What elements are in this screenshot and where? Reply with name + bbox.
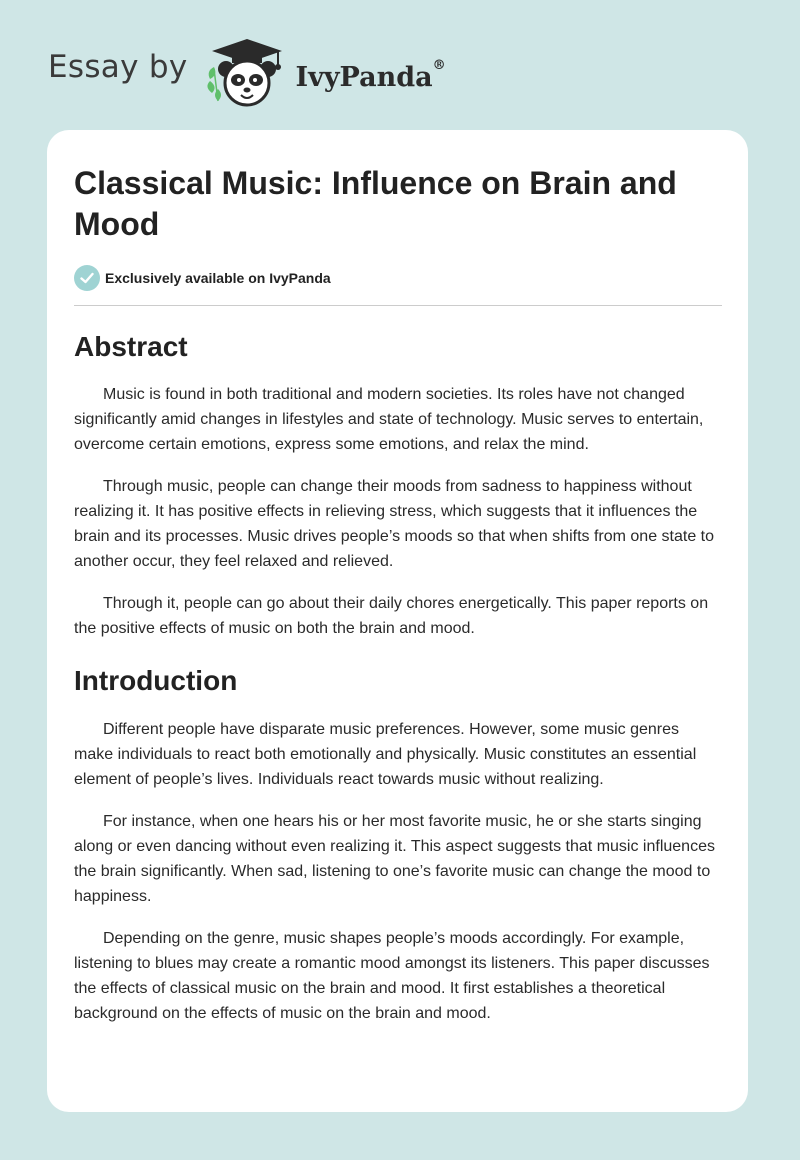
- paragraph: Different people have disparate music preferences. However, some music genres make individuals to react both emotionally and physically. Music constitutes an essential element of people’s lives. Individuals react towards music without realizing.: [74, 721, 697, 788]
- section-heading-introduction: Introduction: [74, 665, 238, 696]
- exclusive-badge: [74, 265, 722, 291]
- abstract-section: [74, 330, 722, 641]
- introduction-section: [74, 664, 722, 1026]
- paragraph: Music is found in both traditional and modern societies. Its roles have not changed significantly amid changes in lifestyles and state of technology. Music serves to entertain, overcome certain emotions, express some emotions, and relax the mind.: [74, 386, 704, 453]
- registered-mark: ®: [432, 57, 446, 73]
- paragraph: Through music, people can change their moods from sadness to happiness without realizing it. It has positive effects in relieving stress, which suggests that it influences the brain and its processes. Music drives people’s moods so that when shifts from one state to another occur, they feel relaxed and relieved.: [74, 478, 715, 570]
- paragraph: Through it, people can go about their daily chores energetically. This paper reports on the positive effects of music on both the brain and mood.: [74, 595, 709, 637]
- title-divider: [74, 305, 722, 306]
- essay-by-label: Essay by: [48, 49, 188, 85]
- ivypanda-logo[interactable]: [204, 35, 446, 109]
- site-header: [48, 30, 748, 114]
- brand-name: IvyPanda®: [295, 57, 446, 93]
- panda-mascot-icon: [204, 35, 290, 109]
- essay-card: [47, 130, 748, 1112]
- page-title: Classical Music: Influence on Brain and Mood: [74, 165, 677, 242]
- paragraph: Depending on the genre, music shapes people’s moods accordingly. For example, listening to blues may create a romantic mood amongst its listeners. This paper discusses the effects of classical music on the brain and mood. It first establishes a theoretical background on the effects of music on the brain and mood.: [74, 930, 710, 1022]
- section-heading-abstract: Abstract: [74, 331, 188, 362]
- checkmark-icon: [74, 265, 100, 291]
- exclusive-label: Exclusively available on IvyPanda: [105, 270, 331, 286]
- paragraph: For instance, when one hears his or her most favorite music, he or she starts singing along or even dancing without even realizing it. This aspect suggests that music influences the brain significantly. When sad, listening to one’s favorite music can change the mood to happiness.: [74, 813, 715, 905]
